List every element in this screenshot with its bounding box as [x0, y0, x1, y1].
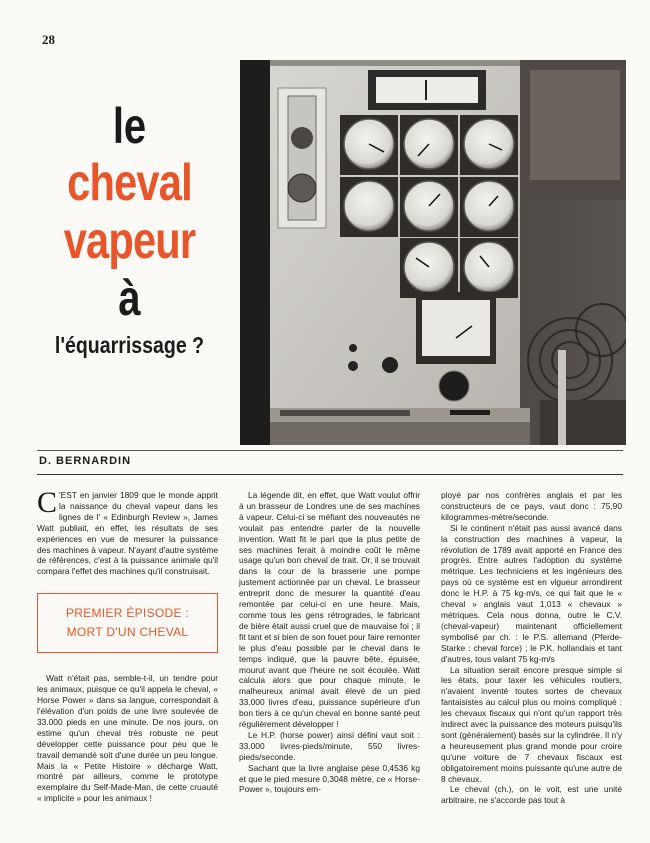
paragraph: La légende dit, en effet, que Watt voulut offrir à un brasseur de Londres une de ses machines à vapeur. Celui-ci se méfiant des nouveautés ne voulait pas entendre parler de la nouvelle invention. Watt fit le pari que la plus petite de ses machines ferait à moindre coût le même usage qu'un bon cheval de trait. Or, il se trouvait dans la cour de la brasserie une pompe justement actionnée par un cheval. Le brasseur entreprit donc de mesurer la quantité d'eau remontée par celui-ci en une heure. Mais, comme tous les gens rétrogrades, le fabricant de bière était aussi cruel que de mauvaise foi ; il fit tant et si bien de son fouet pour faire remonter le plus d'eau possible par le cheval dans le temps indiqué, que la pauvre bête, épuisée, mourut avant que l'heure ne soit écoulée. Watt calcula alors que pour chaque minute, le malheureux animal avait élevé de un pied 33.000 livres d'eau, puissance supérieure d'un bon tiers à ce qu'un cheval en bonne santé peut régulièrement développer ! — [239, 490, 420, 730]
dynamometer-illustration — [240, 60, 626, 445]
paragraph: Sachant que la livre anglaise pèse 0,4536 kg et que le pied mesure 0,3048 mètre, ce « Horse-Power », toujours em- — [239, 762, 420, 795]
author-divider — [37, 474, 623, 475]
title-line-a: à — [118, 270, 141, 326]
dynamometer-photo — [240, 60, 626, 445]
title-line-cheval: cheval — [67, 154, 192, 212]
text-column-1 — [37, 486, 218, 804]
paragraph: ployé par nos confrères anglais et par les constructeurs de ce pays, vaut donc : 75,90 kilogrammes-mètre/seconde. — [441, 490, 622, 522]
paragraph: Le H.P. (horse power) ainsi défini vaut soit : 33.000 livres-pieds/minute, 550 livres-pieds/seconde. — [239, 729, 420, 762]
title-line-le: le — [112, 98, 147, 154]
drop-cap: C — [37, 486, 58, 519]
author-name: D. BERNARDIN — [39, 455, 132, 467]
paragraph: Si le continent n'était pas aussi avancé dans la construction des machines à vapeur, la révolution de 1789 avait apporté en France des progrès. Entre autres l'adoption du système métrique. Les techniciens et les ingénieurs des pays où ce système est en vigueur arrondirent donc le H.P. à 75 kg-m/s, ce qui fait que le « cheval » anglais vaut 1,013 « chevaux » métriques. Cela nous donna, outre le C.V. (cheval-vapeur) maintenant officiellement symbolisé par ch. : le P.S. allemand (Pferde-Starke : cheval force) ; le P.K. hollandais et tant d'autres, tous valant 75 kg-m/s — [441, 522, 622, 664]
article-title — [22, 98, 237, 362]
text-column-3 — [441, 490, 622, 806]
paragraph: Le cheval (ch.), on le voit, est une unité arbitraire, ne s'accorde pas tout à — [441, 784, 622, 806]
title-line-vapeur: vapeur — [63, 212, 196, 270]
top-divider — [37, 450, 623, 451]
paragraph: Watt n'était pas, semble-t-il, un tendre pour les animaux, puisque ce qu'il appela le cheval, « Horse Power » dans sa langue, correspondait à l'élévation d'un poids de une livre soulevée de 33.000 pieds en une minute. De nos jours, on estime qu'un cheval très robuste ne peut développer cette puissance pour peu que le travail demandé soit d'une durée un peu longue. Mais la « Petite Histoire » décharge Watt, montré par ailleurs, comme le prototype exemplaire du Self-Made-Man, de cette cruauté « implicite » pour les animaux ! — [37, 673, 218, 804]
text-column-2 — [239, 490, 420, 795]
title-line-equarrissage: l'équarrissage ? — [54, 332, 205, 358]
intro-paragraph — [37, 486, 218, 577]
episode-line-1: PREMIER ÉPISODE : — [65, 606, 190, 621]
paragraph: La situation serait encore presque simple si les états, pour taxer les véhicules routiers, n'avaient inventé toutes sortes de chevaux fantaisistes au calcul plus ou moins compliqué : les chevaux fiscaux qui n'ont qu'un rapport très indirect avec la puissance des moteurs puisqu'ils sont (généralement) basés sur la cylindrée. Il n'y a heureusement plus grand monde pour croire qu'une voiture de 7 chevaux fiscaux est obligatoirement moins puissante qu'une autre de 8 chevaux. — [441, 664, 622, 784]
page-number: 28 — [42, 32, 55, 47]
episode-line-2: MORT D'UN CHEVAL — [66, 625, 189, 640]
episode-box — [37, 593, 218, 653]
intro-text: 'EST en janvier 1809 que le monde apprit la naissance du cheval vapeur dans les lignes de l' « Edinburgh Review », James Watt publiait, en effet, les résultats de ses expériences en vue de mesurer la puissance des machines à vapeur. N'ayant d'autre système de références, c'est à la puissance animale qu'il compara l'effet des machines qu'il construisait. — [37, 490, 218, 577]
